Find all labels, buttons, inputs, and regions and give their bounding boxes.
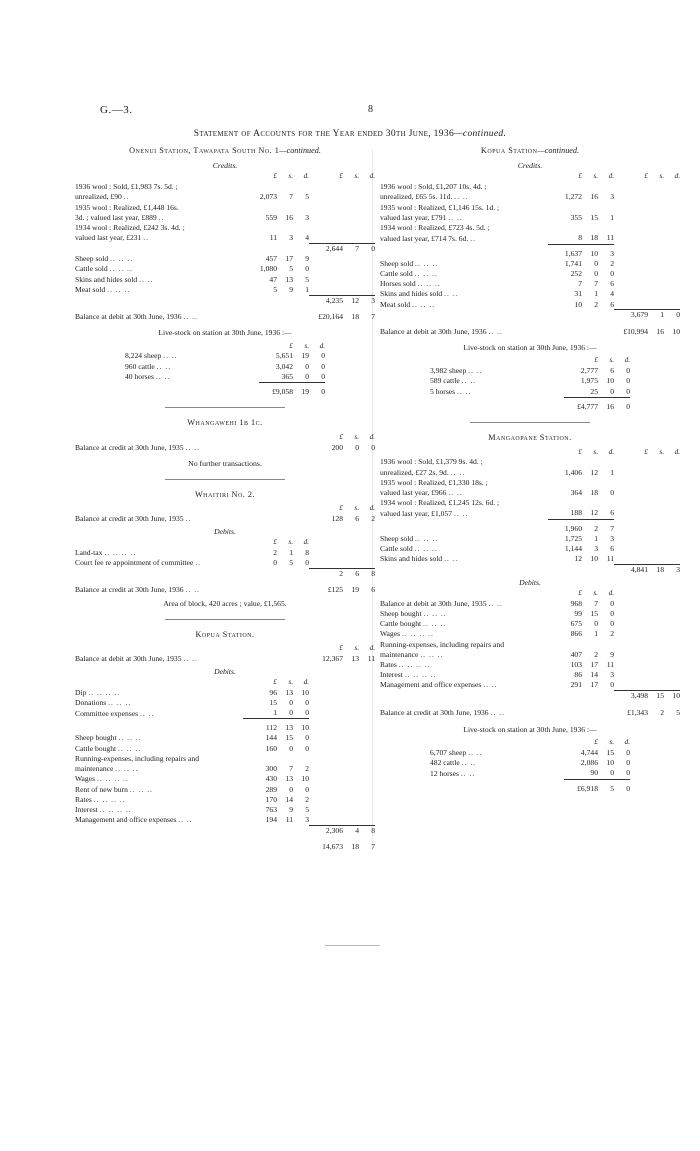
kopua-opening-table xyxy=(75,644,375,664)
table-row: unrealized, £27 2s. 9d. .. .. 1,406 12 1 xyxy=(380,467,614,477)
table-row: 589 cattle .. .. 1,975 10 0 xyxy=(430,376,630,386)
table-row: 960 cattle .. .. 3,042 0 0 xyxy=(125,361,325,371)
table-row: Meat sold .. .. .. 10 2 6 xyxy=(380,299,614,309)
section-whangawehi xyxy=(75,418,375,468)
table-header-row: £ s. d. £ s. d. xyxy=(578,172,680,181)
kopua-debits-label: Debits. xyxy=(214,667,236,677)
table-row: valued last year, £231 .. 11 3 4 xyxy=(75,233,309,243)
page-number: 8 xyxy=(368,104,373,115)
subtotal-row: 1,960 2 7 xyxy=(380,519,680,534)
kopua-livestock xyxy=(380,343,680,412)
total-row: £9,058 19 0 xyxy=(125,383,325,398)
livestock-caption: Live-stock on station at 30th June, 1936 :— xyxy=(463,342,597,352)
table-row: 8,224 sheep .. .. 5,651 19 0 xyxy=(125,351,325,361)
table-row: Cattle sold .. .. .. 252 0 0 xyxy=(380,268,614,278)
table-row: maintenance .. .. .. 300 7 2 xyxy=(75,764,309,774)
kopua-credits-table xyxy=(380,172,680,336)
table-row: Cattle sold .. .. .. 1,080 5 0 xyxy=(75,264,309,274)
onenui-livestock-table xyxy=(125,342,325,398)
subtotal-row: 4,841 18 3 xyxy=(380,564,680,575)
table-row: Skins and hides sold .. .. 31 1 4 xyxy=(380,289,614,299)
table-row: 1934 wool : Realized, £723 4s. 5d. ; xyxy=(380,223,490,233)
section-separator xyxy=(470,422,590,423)
subtotal-row: 3,679 1 0 xyxy=(380,310,680,321)
table-row: 1934 wool : Realized, £1,245 12s. 6d. ; xyxy=(380,498,500,508)
subtotal-row: 112 13 10 xyxy=(75,719,375,734)
table-row: Horses sold .. .. .. 7 7 6 xyxy=(380,279,614,289)
table-row: 3d. ; valued last year, £889 .. 559 16 3 xyxy=(75,212,309,222)
table-row: Wages .. .. .. .. 430 13 10 xyxy=(75,774,309,784)
table-row: Land-tax .. .. .. .. 2 1 8 xyxy=(75,547,309,557)
table-row: 1936 wool : Sold, £1,983 7s. 5d. ; xyxy=(75,182,178,192)
table-header-row: £ s. d. xyxy=(339,644,375,653)
table-row: Rates .. .. .. .. 103 17 11 xyxy=(380,659,614,669)
whangawehi-heading: Whangawehi 1b 1c. xyxy=(187,418,263,428)
table-row: valued last year, £791 .. .. 355 15 1 xyxy=(380,212,614,222)
table-row: Cattle bought .. .. .. 160 0 0 xyxy=(75,743,309,753)
section-separator xyxy=(165,479,285,480)
total-row: 14,673 18 7 xyxy=(322,842,375,852)
total-row: Balance at credit at 30th June, 1936 .. .. £125 19 6 xyxy=(75,584,375,594)
table-row: Rent of new burn .. .. .. 289 0 0 xyxy=(75,784,309,794)
section-onenui xyxy=(75,146,375,397)
table-row: Skins and hides sold .. .. 12 10 11 xyxy=(380,554,614,564)
whaitiri-heading: Whaitiri No. 2. xyxy=(194,489,256,499)
table-header-row: £ s. d. £ s. d. xyxy=(273,172,375,181)
table-row: 12 horses .. .. 90 0 0 xyxy=(430,768,630,778)
table-header-row: £ s. d. xyxy=(594,738,630,747)
table-row: Sheep sold .. .. .. 1,725 1 3 xyxy=(380,533,614,543)
table-row: maintenance .. .. .. 407 2 9 xyxy=(380,649,614,659)
table-row: Management and office expenses .. .. 194 11 3 xyxy=(75,815,309,825)
table-row: Cattle bought .. .. .. 675 0 0 xyxy=(380,619,614,629)
mangaopane-heading: Mangaopane Station. xyxy=(488,433,572,443)
table-row: Skins and hides sold .. .. 47 13 5 xyxy=(75,274,309,284)
section-whaitiri xyxy=(75,490,375,609)
onenui-credits-label: Credits. xyxy=(212,160,238,170)
whaitiri-area-note: Area of block, 420 acres ; value, £1,565. xyxy=(163,599,287,608)
table-row: 1934 wool : Realized, £242 3s. 4d. ; xyxy=(75,223,185,233)
whaitiri-table xyxy=(75,504,375,524)
table-row: Sheep sold .. .. .. 1,741 0 2 xyxy=(380,258,614,268)
subtotal-row: 1,637 10 3 xyxy=(380,244,680,259)
table-row: Court fee re appointment of committee .. 0 5 0 xyxy=(75,557,309,567)
whaitiri-debits-table xyxy=(75,538,375,595)
page-title-continued: —continued. xyxy=(454,129,507,139)
table-header-row: £ s. d. xyxy=(339,432,375,441)
mangaopane-livestock xyxy=(380,725,680,794)
table-row: Wages .. .. .. .. 866 1 2 xyxy=(380,629,614,639)
subtotal-row: 3,498 15 10 xyxy=(380,691,680,702)
table-row: Management and office expenses .. .. 291 17 0 xyxy=(380,680,614,690)
total-row: Balance at debit at 30th June, 1936 .. .. £10,994 16 10 xyxy=(380,326,680,336)
table-row: 1935 wool : Realized, £1,448 16s. xyxy=(75,202,179,212)
table-row: Sheep sold .. .. .. 457 17 9 xyxy=(75,254,309,264)
table-row: 5 horses .. .. 25 0 0 xyxy=(430,386,630,397)
onenui-credits-table xyxy=(75,172,375,322)
section-separator xyxy=(165,407,285,408)
table-row: 1935 wool : Realized, £1,146 15s. 1d. ; xyxy=(380,202,500,212)
total-row: Balance at debit at 30th June, 1936 .. .. £20,164 18 7 xyxy=(75,311,375,321)
footer-rule xyxy=(325,945,380,946)
table-header-row: £ s. d. xyxy=(594,356,630,365)
document-code: G.—3. xyxy=(100,104,133,116)
section-kopua-credits xyxy=(380,146,680,412)
table-row: Balance at credit at 30th June, 1935 .. .. 200 0 0 xyxy=(75,442,375,452)
subtotal-row: 4,235 12 3 xyxy=(75,295,375,306)
table-row: Balance at debit at 30th June, 1935 .. .. 968 7 0 xyxy=(380,598,614,608)
table-row: 6,707 sheep .. .. 4,744 15 0 xyxy=(430,747,630,757)
table-row: Meat sold .. .. .. 5 9 1 xyxy=(75,284,309,294)
table-row: Cattle sold .. .. .. 1,144 3 6 xyxy=(380,544,614,554)
kopua-credits-heading: Kopua Station—continued. xyxy=(480,146,580,155)
kopua-credits-label: Credits. xyxy=(517,160,543,170)
table-row: Running-expenses, including repairs and xyxy=(75,753,200,763)
table-row: Dip .. .. .. .. 96 13 10 xyxy=(75,687,309,697)
whaitiri-debits-label: Debits. xyxy=(214,527,236,537)
total-row: Balance at credit at 30th June, 1936 .. .. £1,343 2 5 xyxy=(380,708,680,718)
left-column xyxy=(75,146,375,852)
table-row: Balance at debit at 30th June, 1935 .. .. 12,367 13 11 xyxy=(75,653,375,663)
table-row: unrealized, £65 5s. 11d. .. .. 1,272 16 3 xyxy=(380,192,614,202)
section-mangaopane xyxy=(380,433,680,794)
section-separator xyxy=(165,619,285,620)
table-header-row: £ s. d. £ s. d. xyxy=(578,447,680,456)
table-row: 1936 wool : Sold, £1,207 10s. 4d. ; xyxy=(380,182,487,192)
onenui-livestock xyxy=(75,328,375,397)
total-row: £6,918 5 0 xyxy=(430,779,630,794)
section-kopua-debits xyxy=(75,630,375,853)
kopua-heading: Kopua Station. xyxy=(195,629,255,639)
table-row: Donations .. .. .. 15 0 0 xyxy=(75,697,309,707)
table-row: 1936 wool : Sold, £1,379 9s. 4d. ; xyxy=(380,457,483,467)
table-header-row: £ s. d. xyxy=(339,504,375,513)
right-column xyxy=(380,146,680,794)
mangaopane-debits-table xyxy=(380,589,680,719)
subtotal-row: 2 6 8 xyxy=(75,568,375,579)
table-row: valued last year, £714 7s. 6d. .. 8 18 11 xyxy=(380,233,614,243)
subtotal-row: 2,644 7 0 xyxy=(75,244,375,255)
table-header-row: £ s. d. xyxy=(578,588,614,597)
table-row: 482 cattle .. .. 2,086 10 0 xyxy=(430,758,630,768)
kopua-debits-table xyxy=(75,678,375,853)
table-row: Sheep bought .. .. .. 144 15 0 xyxy=(75,733,309,743)
table-row: 1935 wool : Realized, £1,330 18s. ; xyxy=(380,477,488,487)
livestock-caption: Live-stock on station at 30th June, 1936 :— xyxy=(158,328,292,338)
livestock-caption: Live-stock on station at 30th June, 1936 :— xyxy=(463,724,597,734)
mangaopane-debits-label: Debits. xyxy=(519,578,541,588)
table-row: Rates .. .. .. .. 170 14 2 xyxy=(75,794,309,804)
mangaopane-livestock-table xyxy=(430,738,630,794)
page-title xyxy=(0,129,700,139)
table-header-row: £ s. d. xyxy=(273,677,309,686)
table-header-row: £ s. d. xyxy=(289,341,325,350)
table-row: 3,982 sheep .. .. 2,777 6 0 xyxy=(430,366,630,376)
whangawehi-table xyxy=(75,433,375,453)
mangaopane-credits-table xyxy=(380,448,680,576)
kopua-livestock-table xyxy=(430,356,630,412)
total-row: £4,777 16 0 xyxy=(430,397,630,412)
table-row: valued last year, £1,057 .. .. 188 12 6 xyxy=(380,508,614,518)
table-row: Committee expenses .. .. 1 0 0 xyxy=(75,708,309,718)
table-row: Interest .. .. .. .. 763 9 5 xyxy=(75,805,309,814)
table-row: valued last year, £966 .. .. 364 18 0 xyxy=(380,487,614,497)
page-title-text: Statement of Accounts for the Year ended 30th June, 1936 xyxy=(193,129,455,139)
onenui-heading: Onenui Station, Tawapata South No. 1—continued. xyxy=(129,146,321,155)
table-row: Sheep bought .. .. .. 99 15 0 xyxy=(380,608,614,618)
table-header-row: £ s. d. xyxy=(273,537,309,546)
subtotal-row: 2,306 4 8 xyxy=(75,825,375,836)
whangawehi-note: No further transactions. xyxy=(188,458,262,468)
table-row: Interest .. .. .. .. 86 14 3 xyxy=(380,670,614,680)
table-row: Running-expenses, including repairs and xyxy=(380,639,505,649)
table-row: 40 horses .. .. 365 0 0 xyxy=(125,371,325,382)
table-row: Balance at credit at 30th June, 1935 .. 128 6 2 xyxy=(75,513,375,523)
table-row: unrealized, £90 .. 2,073 7 5 xyxy=(75,192,309,202)
